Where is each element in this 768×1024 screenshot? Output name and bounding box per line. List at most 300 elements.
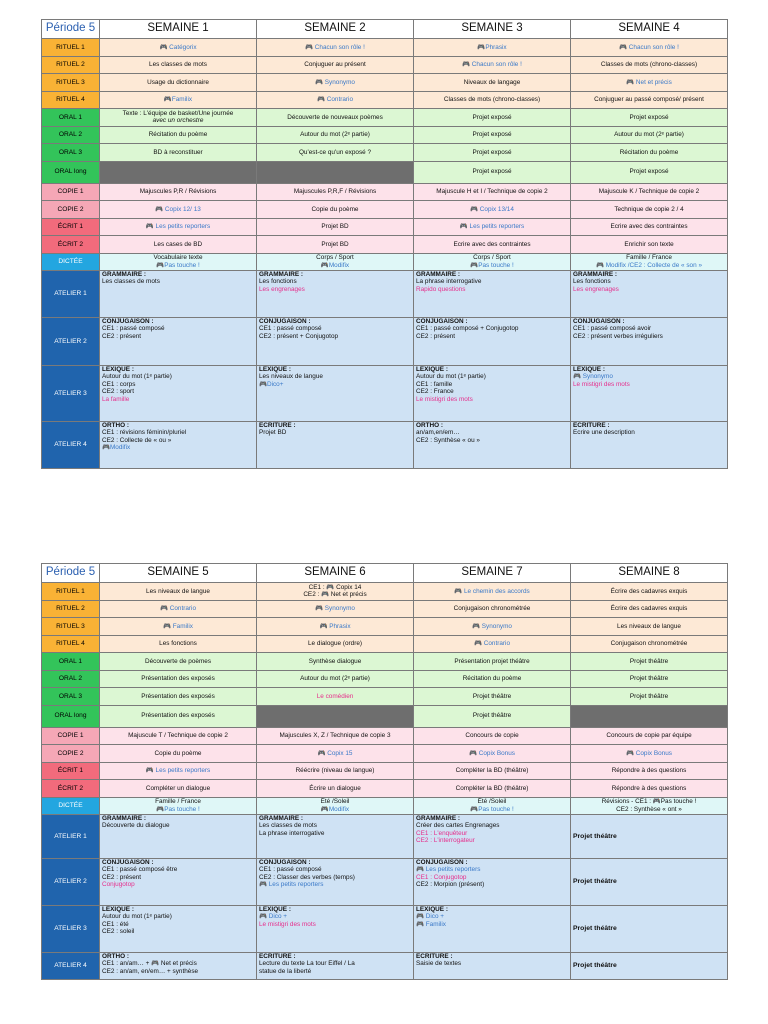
cell-line: 🎮 Les petits reporters <box>259 881 324 889</box>
cell-line: Le mistigri des mots <box>259 920 316 928</box>
cell-dict <box>414 797 571 815</box>
cell-rit <box>100 56 257 74</box>
week-header: SEMAINE 2 <box>257 20 414 39</box>
cell-oral <box>414 653 571 671</box>
cell-line: 🎮 Les petits reporters <box>145 767 211 775</box>
cell-line: Autour du mot (2ᵉ partie) <box>300 675 370 683</box>
cell-line: CE1 : an/am… + 🎮 Net et précis <box>102 960 197 968</box>
row-label: ÉCRIT 2 <box>42 780 100 798</box>
cell-line: Vocabulaire texte <box>153 254 203 262</box>
cell-line: Projet exposé <box>472 148 512 156</box>
cell-ecrit <box>100 218 257 236</box>
cell-copie <box>257 183 414 201</box>
cell-oral <box>257 670 414 688</box>
cell-line: statue de la liberté <box>259 967 312 975</box>
cell-line: 🎮 Phrasix <box>319 622 351 630</box>
cell-line: 🎮 Catégorix <box>159 43 197 51</box>
cell-rit <box>571 39 728 57</box>
cell-line: Présentation projet théâtre <box>454 657 530 665</box>
row-label: COPIE 2 <box>42 201 100 219</box>
cell-rit <box>571 583 728 601</box>
cell-line: Famille / France <box>155 798 201 806</box>
cell-line: 🎮Pas touche ! <box>470 261 514 269</box>
cell-line: 🎮 Dico + <box>259 913 288 921</box>
row-label: RITUEL 3 <box>42 618 100 636</box>
cell-line: Autour du mot (1ᵉ partie) <box>102 373 172 381</box>
row-copie-1 <box>42 727 728 745</box>
cell-oral <box>257 109 414 127</box>
cell-line: Répondre à des questions <box>611 784 687 792</box>
cell-line: CE2 : Collecte de « ou » <box>102 436 172 444</box>
cell-copie <box>100 201 257 219</box>
row-label: ORAL 3 <box>42 688 100 706</box>
period-label: Période 5 <box>42 20 100 39</box>
row-label: RITUEL 2 <box>42 600 100 618</box>
cell-at <box>100 953 257 980</box>
cell-oral <box>414 670 571 688</box>
row-atelier-1 <box>42 271 728 318</box>
cell-line: Les fonctions <box>159 640 197 648</box>
cell-at <box>100 318 257 366</box>
cell-oral <box>257 688 414 706</box>
cell-line: CE2 : 🎮 Net et précis <box>303 591 367 599</box>
cell-dict <box>100 253 257 271</box>
cell-line: La phrase interrogative <box>416 278 482 286</box>
cell-line: LEXIQUE : <box>259 366 291 373</box>
cell-oral <box>571 161 728 183</box>
row-atelier-4 <box>42 422 728 469</box>
cell-at <box>257 906 414 953</box>
row-rituel-2 <box>42 56 728 74</box>
cell-line: 🎮 Copix 13/14 <box>470 205 514 213</box>
cell-line: Lecture du texte La tour Eiffel / La <box>259 960 355 968</box>
cell-line: Majuscules P,R,F / Révisions <box>293 188 377 196</box>
cell-projet <box>571 953 728 980</box>
row-label: RITUEL 2 <box>42 56 100 74</box>
cell-line: ECRITURE : <box>573 422 610 429</box>
cell-line: 🎮 Dico + <box>416 913 445 921</box>
cell-line: ORTHO : <box>102 953 129 960</box>
cell-rit <box>257 583 414 601</box>
row-oral-2 <box>42 670 728 688</box>
cell-line: La phrase interrogative <box>259 829 325 837</box>
cell-line: Les cases de BD <box>153 240 203 248</box>
row-label: COPIE 1 <box>42 183 100 201</box>
cell-oral <box>571 688 728 706</box>
cell-line: ECRITURE : <box>259 953 296 960</box>
cell-copie <box>257 745 414 763</box>
cell-line: CE1 : passé composé <box>102 325 165 333</box>
cell-line: 🎮 Net et précis <box>626 78 672 86</box>
cell-rit <box>100 618 257 636</box>
cell-line: Récitation du poème <box>148 131 208 139</box>
cell-line: CE2 : Synthèse « ont » <box>616 805 682 813</box>
cell-line: Les fonctions <box>573 278 611 286</box>
cell-line: Copie du poème <box>311 205 359 213</box>
row-oral-long <box>42 705 728 727</box>
week-header: SEMAINE 3 <box>414 20 571 39</box>
cell-at <box>414 815 571 859</box>
cell-line: CE1 : révisions féminin/pluriel <box>102 429 187 437</box>
cell-copie <box>100 745 257 763</box>
cell-line: 🎮Modifix <box>320 805 350 813</box>
cell-line: CE1 : été <box>102 920 129 928</box>
row-rituel-4 <box>42 91 728 109</box>
row-label: ATELIER 2 <box>42 318 100 366</box>
cell-copie <box>414 183 571 201</box>
cell-line: ORTHO : <box>102 422 129 429</box>
cell-line: Autour du mot (2ᵉ partie) <box>300 131 370 139</box>
cell-line: CONJUGAISON : <box>259 859 311 866</box>
cell-copie <box>571 745 728 763</box>
week-header: SEMAINE 8 <box>571 564 728 583</box>
cell-rit <box>571 74 728 92</box>
header-row <box>42 564 728 583</box>
cell-line: Projet théâtre <box>573 832 617 840</box>
cell-line: CE2 : présent + Conjugotop <box>259 332 339 340</box>
cell-oral <box>100 688 257 706</box>
cell-at <box>257 271 414 318</box>
cell-line: Le mistigri des mots <box>573 380 630 388</box>
cell-line: Découverte du dialogue <box>102 822 170 830</box>
planning-table-1 <box>41 19 728 469</box>
cell-oral <box>571 653 728 671</box>
row-label: ÉCRIT 1 <box>42 218 100 236</box>
empty-cell <box>100 161 257 183</box>
cell-line: ECRITURE : <box>259 422 296 429</box>
cell-line: 🎮Pas touche ! <box>470 805 514 813</box>
cell-line: Les engrenages <box>259 285 305 293</box>
row-label: RITUEL 1 <box>42 39 100 57</box>
cell-at <box>100 906 257 953</box>
cell-ecrit <box>571 780 728 798</box>
cell-line: Répondre à des questions <box>611 767 687 775</box>
cell-at <box>571 366 728 422</box>
cell-line: CE1 : corps <box>102 380 136 388</box>
cell-line: Majuscule K / Technique de copie 2 <box>598 188 700 196</box>
cell-line: Classes de mots (chrono-classes) <box>600 61 698 69</box>
cell-dict <box>571 797 728 815</box>
cell-rit <box>257 600 414 618</box>
cell-line: Concours de copie <box>465 732 519 740</box>
cell-ecrit <box>414 762 571 780</box>
cell-line: Les classes de mots <box>149 61 207 69</box>
cell-copie <box>100 183 257 201</box>
cell-line: GRAMMAIRE : <box>102 271 147 278</box>
row-label: COPIE 2 <box>42 745 100 763</box>
cell-line: Ecrire avec des contraintes <box>610 223 688 231</box>
row-label: DICTÉE <box>42 797 100 815</box>
cell-at <box>100 422 257 469</box>
cell-at <box>414 859 571 906</box>
cell-line: Conjuguer au passé composé/ présent <box>594 96 704 104</box>
row-label: ORAL 2 <box>42 126 100 144</box>
cell-line: Ecrire avec des contraintes <box>453 240 531 248</box>
cell-at <box>571 422 728 469</box>
cell-copie <box>257 201 414 219</box>
row-copie-2 <box>42 201 728 219</box>
cell-rit <box>571 618 728 636</box>
cell-rit <box>414 618 571 636</box>
cell-at <box>257 815 414 859</box>
cell-line: Texte : L'équipe de basket/Une journée <box>122 109 234 117</box>
cell-line: Majuscules P,R / Révisions <box>139 188 217 196</box>
cell-rit <box>414 39 571 57</box>
cell-copie <box>414 745 571 763</box>
cell-line: Majuscule H et I / Technique de copie 2 <box>436 188 548 196</box>
cell-line: CE2 : soleil <box>102 928 135 936</box>
cell-line: Écrire un dialogue <box>309 784 361 792</box>
cell-line: Réécrire (niveau de langue) <box>295 767 375 775</box>
cell-rit <box>100 583 257 601</box>
cell-at <box>257 859 414 906</box>
week-header: SEMAINE 1 <box>100 20 257 39</box>
cell-line: 🎮Modifix <box>102 444 131 452</box>
row-copie-2 <box>42 745 728 763</box>
cell-line: 🎮 Synonymo <box>573 373 613 381</box>
cell-line: Enrichir son texte <box>624 240 674 248</box>
row-dictée <box>42 253 728 271</box>
cell-rit <box>571 635 728 653</box>
cell-line: 🎮 Chacun son rôle ! <box>619 43 679 51</box>
row-rituel-1 <box>42 583 728 601</box>
cell-oral <box>100 126 257 144</box>
cell-line: Saisie de textes <box>416 960 462 968</box>
cell-ecrit <box>257 762 414 780</box>
row-atelier-2 <box>42 859 728 906</box>
cell-at <box>257 318 414 366</box>
cell-rit <box>257 618 414 636</box>
cell-rit <box>571 56 728 74</box>
cell-line: 🎮 Les petits reporters <box>416 866 481 874</box>
cell-line: Projet BD <box>321 240 349 248</box>
cell-oral <box>571 126 728 144</box>
cell-line: an/am,en/em… <box>416 429 460 437</box>
cell-line: Synthèse dialogue <box>308 657 362 665</box>
row-label: ATELIER 3 <box>42 906 100 953</box>
cell-rit <box>257 635 414 653</box>
cell-ecrit <box>100 762 257 780</box>
cell-line: Majuscule T / Technique de copie 2 <box>128 732 228 740</box>
cell-copie <box>571 727 728 745</box>
cell-line: CE1 : L'enquêteur <box>416 829 468 837</box>
cell-line: CE1 : famille <box>416 380 453 388</box>
row-label: RITUEL 1 <box>42 583 100 601</box>
cell-line: Été /Soleil <box>320 798 350 806</box>
cell-line: Projet théâtre <box>573 878 617 886</box>
cell-line: Corps / Sport <box>316 254 354 262</box>
cell-line: 🎮 Chacun son rôle ! <box>462 61 522 69</box>
cell-at <box>100 366 257 422</box>
cell-line: 🎮 Le chemin des accords <box>454 587 530 595</box>
cell-line: Projet exposé <box>472 113 512 121</box>
cell-line: Écrire des cadavres exquis <box>610 605 688 613</box>
cell-oral <box>257 144 414 162</box>
cell-line: CE1 : passé composé <box>259 866 322 874</box>
cell-line: Les niveaux de langue <box>617 622 681 630</box>
cell-dict <box>414 253 571 271</box>
cell-line: Projet théâtre <box>629 675 669 683</box>
cell-dict <box>257 797 414 815</box>
cell-at <box>257 366 414 422</box>
cell-rit <box>257 91 414 109</box>
cell-line: CE2 : Classer des verbes (temps) <box>259 873 355 881</box>
cell-at <box>414 271 571 318</box>
cell-at <box>414 953 571 980</box>
cell-line: Compléter la BD (théâtre) <box>455 767 529 775</box>
cell-at <box>571 271 728 318</box>
cell-line: 🎮Dico+ <box>259 380 284 388</box>
cell-line: 🎮Pas touche ! <box>156 805 200 813</box>
cell-oral <box>414 126 571 144</box>
cell-line: LEXIQUE : <box>102 366 134 373</box>
cell-line: LEXIQUE : <box>416 906 448 913</box>
cell-at <box>571 318 728 366</box>
row-atelier-4 <box>42 953 728 980</box>
cell-line: CE2 : sport <box>102 388 134 396</box>
cell-line: Projet exposé <box>629 113 669 121</box>
cell-line: Conjuguer au présent <box>304 61 366 69</box>
cell-line: Les fonctions <box>259 278 297 286</box>
cell-line: 🎮 Les petits reporters <box>459 223 525 231</box>
cell-rit <box>571 91 728 109</box>
row-label: RITUEL 4 <box>42 91 100 109</box>
cell-line: CONJUGAISON : <box>102 318 154 325</box>
row-écrit-2 <box>42 236 728 254</box>
cell-at <box>257 422 414 469</box>
cell-oral <box>571 109 728 127</box>
cell-ecrit <box>571 762 728 780</box>
cell-rit <box>257 74 414 92</box>
cell-line: Technique de copie 2 / 4 <box>614 205 684 213</box>
row-label: ATELIER 4 <box>42 422 100 469</box>
row-label: ATELIER 1 <box>42 815 100 859</box>
cell-line: 🎮Familix <box>163 96 193 104</box>
cell-line: 🎮 Familix <box>416 920 446 928</box>
cell-line: 🎮 Contrario <box>159 605 197 613</box>
cell-line: 🎮Pas touche ! <box>156 261 200 269</box>
week-header: SEMAINE 7 <box>414 564 571 583</box>
row-rituel-3 <box>42 618 728 636</box>
cell-line: Les niveaux de langue <box>146 587 210 595</box>
cell-line: CE1 : passé composé + Conjugotop <box>416 325 519 333</box>
cell-rit <box>100 600 257 618</box>
cell-line: Récitation du poème <box>619 148 679 156</box>
cell-line: 🎮 Copix 12/ 13 <box>155 205 201 213</box>
cell-line: 🎮 Copix Bonus <box>626 749 672 757</box>
cell-line: CONJUGAISON : <box>259 318 311 325</box>
cell-line: Le mistigri des mots <box>416 395 473 403</box>
cell-line: GRAMMAIRE : <box>102 815 147 822</box>
row-label: ATELIER 3 <box>42 366 100 422</box>
cell-line: LEXIQUE : <box>573 366 605 373</box>
cell-rit <box>414 91 571 109</box>
cell-line: Projet exposé <box>472 131 512 139</box>
cell-line: 🎮 Les petits reporters <box>145 223 211 231</box>
cell-line: Projet exposé <box>472 168 512 176</box>
row-label: ORAL 2 <box>42 670 100 688</box>
cell-line: LEXIQUE : <box>259 906 291 913</box>
cell-line: avec un orchestre <box>152 117 204 125</box>
cell-ecrit <box>571 236 728 254</box>
cell-line: Ecrire une description <box>573 429 635 437</box>
cell-line: Les niveaux de langue <box>259 373 323 381</box>
cell-oral <box>257 126 414 144</box>
cell-line: BD à reconstituer <box>153 148 203 156</box>
cell-dict <box>257 253 414 271</box>
cell-oral <box>414 161 571 183</box>
cell-line: CONJUGAISON : <box>416 318 468 325</box>
cell-line: Écrire des cadavres exquis <box>610 587 688 595</box>
row-atelier-2 <box>42 318 728 366</box>
cell-copie <box>571 183 728 201</box>
week-header: SEMAINE 6 <box>257 564 414 583</box>
cell-line: 🎮Phrasix <box>477 43 507 51</box>
cell-line: 🎮 Synonymo <box>315 605 355 613</box>
row-dictée <box>42 797 728 815</box>
cell-line: Projet théâtre <box>472 712 512 720</box>
row-rituel-2 <box>42 600 728 618</box>
row-atelier-3 <box>42 366 728 422</box>
row-label: ATELIER 2 <box>42 859 100 906</box>
cell-line: Les classes de mots <box>259 822 317 830</box>
cell-oral <box>414 688 571 706</box>
cell-line: Le dialogue (ordre) <box>308 640 362 648</box>
empty-cell <box>257 705 414 727</box>
cell-oral <box>100 109 257 127</box>
cell-line: Projet théâtre <box>472 692 512 700</box>
cell-line: Projet théâtre <box>629 692 669 700</box>
cell-line: Projet BD <box>259 429 287 437</box>
cell-projet <box>571 859 728 906</box>
cell-ecrit <box>257 218 414 236</box>
row-rituel-3 <box>42 74 728 92</box>
cell-rit <box>257 39 414 57</box>
cell-line: GRAMMAIRE : <box>259 815 304 822</box>
cell-at <box>100 859 257 906</box>
cell-line: Majuscules X, Z / Technique de copie 3 <box>279 732 391 740</box>
row-label: ORAL 1 <box>42 653 100 671</box>
cell-line: CE2 : présent <box>416 332 456 340</box>
cell-oral <box>100 670 257 688</box>
cell-line: Qu'est-ce qu'un exposé ? <box>298 148 372 156</box>
cell-copie <box>100 727 257 745</box>
cell-line: 🎮 Familix <box>163 622 193 630</box>
cell-at <box>414 906 571 953</box>
cell-line: Projet BD <box>321 223 349 231</box>
cell-line: Présentation des exposés <box>141 692 215 700</box>
cell-line: LEXIQUE : <box>102 906 134 913</box>
cell-line: Été /Soleil <box>477 798 507 806</box>
cell-line: CE2 : Morpion (présent) <box>416 881 485 889</box>
cell-line: CE2 : France <box>416 388 454 396</box>
cell-line: Créer des cartes Engrenages <box>416 822 500 830</box>
cell-line: ORTHO : <box>416 422 443 429</box>
row-rituel-4 <box>42 635 728 653</box>
cell-line: CE2 : an/am, en/em… + synthèse <box>102 967 199 975</box>
row-copie-1 <box>42 183 728 201</box>
row-label: RITUEL 3 <box>42 74 100 92</box>
cell-line: CE1 : passé composé être <box>102 866 178 874</box>
cell-line: Autour du mot (1ᵉ partie) <box>416 373 486 381</box>
cell-line: CE2 : présent <box>102 332 142 340</box>
cell-line: 🎮 Contrario <box>316 96 354 104</box>
cell-oral <box>414 705 571 727</box>
cell-line: Conjugaison chronométrée <box>453 605 531 613</box>
cell-line: CONJUGAISON : <box>573 318 625 325</box>
cell-line: GRAMMAIRE : <box>416 815 461 822</box>
row-oral-long <box>42 161 728 183</box>
